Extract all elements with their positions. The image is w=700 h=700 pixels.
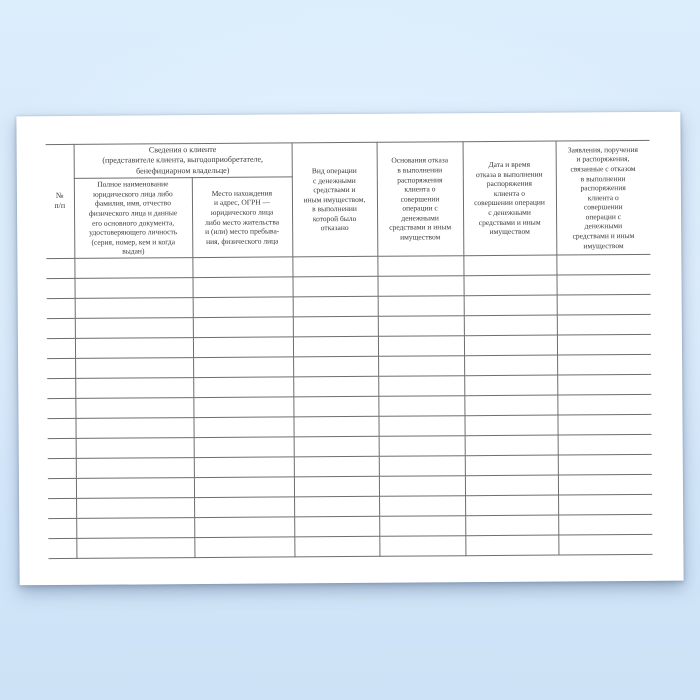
empty-cell bbox=[192, 257, 292, 278]
empty-cell bbox=[48, 438, 76, 458]
empty-cell bbox=[465, 455, 558, 476]
empty-cell bbox=[558, 494, 652, 515]
empty-cell bbox=[465, 435, 558, 456]
empty-cell bbox=[465, 535, 558, 556]
col-header-operation-type: Вид операции с денежными средствами и иным имуществом, в выполнении которой было отказано bbox=[292, 142, 378, 257]
empty-row bbox=[48, 534, 652, 558]
empty-cell bbox=[194, 537, 294, 558]
empty-cell bbox=[193, 377, 293, 398]
empty-cell bbox=[193, 337, 293, 358]
col-header-refusal-grounds: Основания отказа в выполнении распоряжения клиента о совершении операции с денежными средствами и иным имуществом bbox=[377, 142, 464, 257]
empty-cell bbox=[294, 436, 379, 457]
empty-cell bbox=[294, 456, 379, 477]
empty-cell bbox=[48, 458, 76, 478]
empty-cell bbox=[75, 378, 193, 399]
empty-cell bbox=[464, 415, 557, 436]
empty-cell bbox=[463, 255, 556, 276]
empty-cell bbox=[556, 254, 650, 275]
table-header bbox=[46, 140, 651, 258]
empty-cell bbox=[194, 517, 294, 538]
col-header-client-name: Полное наименование юридического лица либо фамилия, имя, отчество физического лица и данные его основного документа, удостоверяющего личность (серия, номер, кем и когда выдан) bbox=[74, 178, 193, 259]
empty-cell bbox=[294, 496, 379, 517]
col-header-no: № п/п bbox=[46, 144, 75, 258]
empty-cell bbox=[379, 536, 465, 557]
empty-cell bbox=[557, 274, 651, 295]
empty-cell bbox=[379, 456, 465, 477]
empty-cell bbox=[378, 296, 464, 317]
empty-cell bbox=[48, 498, 76, 518]
empty-cell bbox=[379, 436, 465, 457]
empty-cell bbox=[293, 336, 378, 357]
empty-cell bbox=[74, 258, 192, 279]
empty-cell bbox=[379, 496, 465, 517]
empty-cell bbox=[378, 396, 464, 417]
empty-cell bbox=[378, 376, 464, 397]
empty-cell bbox=[557, 374, 651, 395]
empty-cell bbox=[294, 536, 379, 557]
empty-cell bbox=[379, 476, 465, 497]
empty-cell bbox=[293, 296, 378, 317]
refusal-register-table bbox=[46, 140, 653, 559]
empty-cell bbox=[47, 358, 75, 378]
empty-cell bbox=[378, 316, 464, 337]
empty-cell bbox=[75, 398, 193, 419]
empty-cell bbox=[558, 534, 652, 555]
empty-cell bbox=[557, 394, 651, 415]
empty-cell bbox=[76, 438, 194, 459]
empty-cell bbox=[557, 294, 651, 315]
empty-cell bbox=[193, 297, 293, 318]
empty-cell bbox=[76, 458, 194, 479]
empty-cell bbox=[194, 477, 294, 498]
empty-cell bbox=[193, 417, 293, 438]
empty-cell bbox=[76, 478, 194, 499]
empty-cell bbox=[194, 497, 294, 518]
empty-cell bbox=[379, 516, 465, 537]
empty-cell bbox=[193, 397, 293, 418]
empty-cell bbox=[293, 376, 378, 397]
empty-cell bbox=[464, 315, 557, 336]
empty-cell bbox=[464, 335, 557, 356]
empty-cell bbox=[46, 258, 74, 278]
empty-cell bbox=[557, 414, 651, 435]
col-header-client-address: Место нахождения и адрес, ОГРН — юридического лица либо место жительства и (или) место пребыва- ния, физического лица bbox=[192, 177, 293, 257]
empty-cell bbox=[193, 277, 293, 298]
empty-cell bbox=[293, 416, 378, 437]
header-row-top bbox=[46, 140, 650, 178]
empty-cell bbox=[294, 476, 379, 497]
empty-cell bbox=[292, 256, 377, 277]
empty-cell bbox=[465, 515, 558, 536]
empty-cell bbox=[464, 355, 557, 376]
empty-cell bbox=[47, 318, 75, 338]
empty-cell bbox=[557, 354, 651, 375]
empty-cell bbox=[464, 395, 557, 416]
empty-cell bbox=[47, 278, 75, 298]
empty-cell bbox=[293, 276, 378, 297]
empty-cell bbox=[48, 518, 76, 538]
empty-cell bbox=[76, 538, 194, 559]
paper-sheet bbox=[16, 112, 683, 586]
empty-cell bbox=[465, 495, 558, 516]
empty-cell bbox=[293, 316, 378, 337]
empty-cell bbox=[378, 416, 464, 437]
empty-cell bbox=[76, 498, 194, 519]
empty-cell bbox=[557, 314, 651, 335]
empty-cell bbox=[75, 418, 193, 439]
col-header-refusal-datetime: Дата и время отказа в выполнении распоряжения клиента о совершении операции с денежными средствами и иным имуществом bbox=[463, 141, 557, 256]
table-body bbox=[46, 254, 652, 558]
empty-cell bbox=[293, 356, 378, 377]
empty-cell bbox=[294, 516, 379, 537]
empty-cell bbox=[48, 478, 76, 498]
empty-cell bbox=[465, 475, 558, 496]
empty-cell bbox=[293, 396, 378, 417]
empty-cell bbox=[377, 256, 463, 277]
empty-cell bbox=[47, 378, 75, 398]
empty-cell bbox=[193, 317, 293, 338]
empty-cell bbox=[75, 298, 193, 319]
empty-cell bbox=[48, 538, 76, 558]
empty-cell bbox=[47, 418, 75, 438]
empty-cell bbox=[464, 375, 557, 396]
empty-cell bbox=[194, 457, 294, 478]
empty-cell bbox=[464, 275, 557, 296]
empty-cell bbox=[193, 357, 293, 378]
empty-cell bbox=[558, 434, 652, 455]
col-header-related-orders: Заявления, поручения и распоряжения, связанные с отказом в выполнении распоряжения клиента о совершении операции с денежными средствами и иным имуществом bbox=[556, 140, 651, 255]
empty-cell bbox=[76, 518, 194, 539]
empty-cell bbox=[558, 454, 652, 475]
empty-cell bbox=[47, 298, 75, 318]
empty-cell bbox=[378, 336, 464, 357]
empty-cell bbox=[378, 276, 464, 297]
empty-cell bbox=[75, 278, 193, 299]
empty-cell bbox=[557, 334, 651, 355]
empty-cell bbox=[464, 295, 557, 316]
empty-cell bbox=[75, 338, 193, 359]
empty-cell bbox=[558, 514, 652, 535]
empty-cell bbox=[558, 474, 652, 495]
col-header-client-info-group: Сведения о клиенте (представителе клиента, выгодоприобретателе, бенефициарном владельце) bbox=[74, 143, 292, 179]
empty-cell bbox=[194, 437, 294, 458]
empty-cell bbox=[378, 356, 464, 377]
empty-cell bbox=[75, 358, 193, 379]
empty-cell bbox=[47, 338, 75, 358]
empty-cell bbox=[47, 398, 75, 418]
empty-cell bbox=[75, 318, 193, 339]
